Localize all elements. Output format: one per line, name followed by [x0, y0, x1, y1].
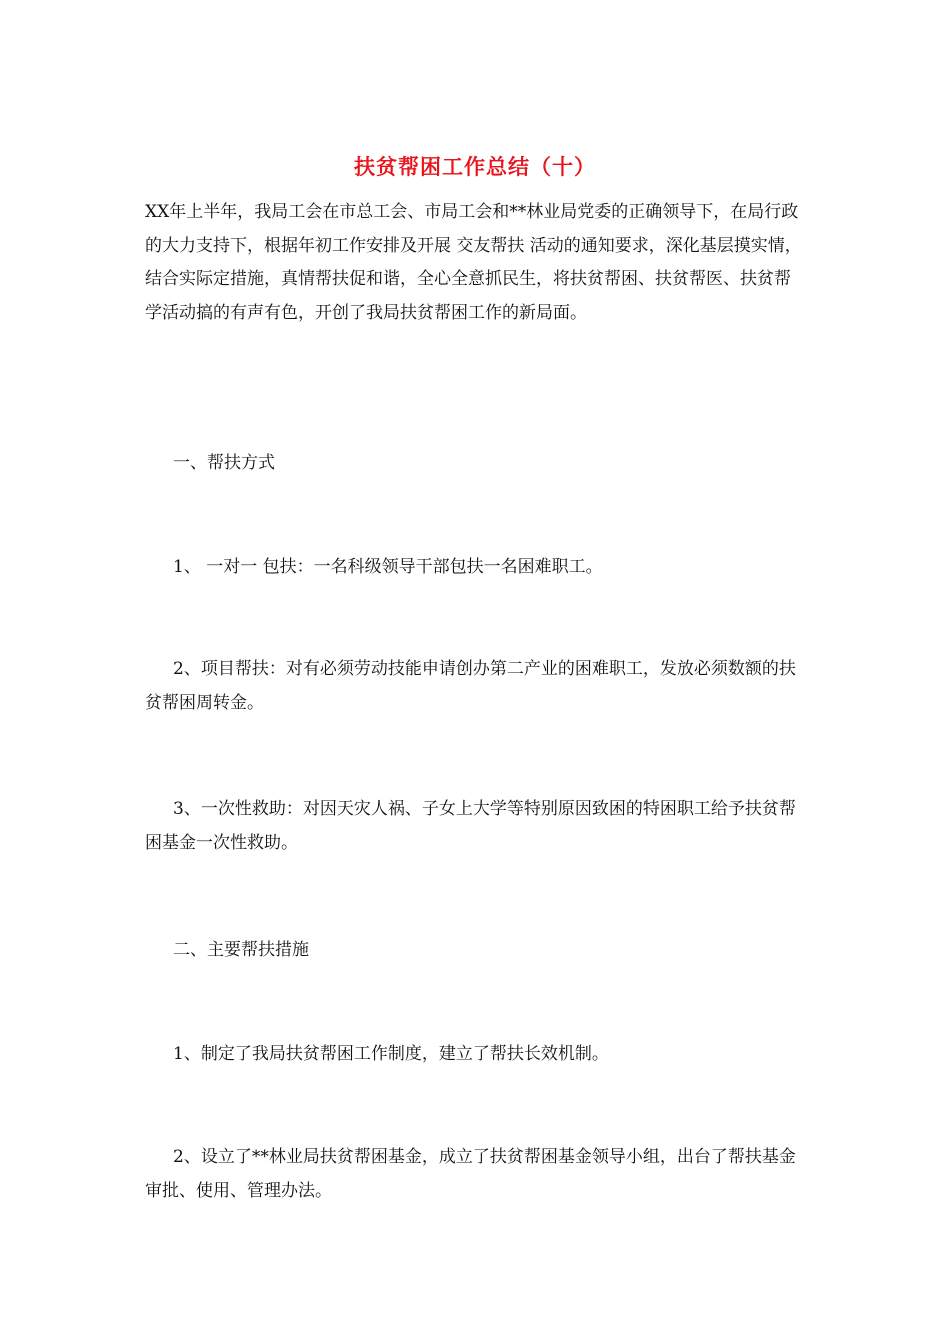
measure-item: 1、制定了我局扶贫帮困工作制度，建立了帮扶长效机制。 [173, 1044, 609, 1064]
help-method-item: 3、一次性救助：对因天灾人祸、子女上大学等特别原因致困的特困职工给予扶贫帮困基金一次性救助。 [145, 799, 796, 853]
help-method-item: 1、 一对一 包扶：一名科级领导干部包扶一名困难职工。 [173, 557, 603, 577]
measure-item: 2、设立了**林业局扶贫帮困基金，成立了扶贫帮困基金领导小组，出台了帮扶基金审批、使用、管理办法。 [145, 1147, 796, 1201]
section-heading-help-methods: 一、帮扶方式 [173, 453, 275, 473]
document-title: 扶贫帮困工作总结（十） [354, 154, 596, 179]
intro-paragraph: XX年上半年，我局工会在市总工会、市局工会和**林业局党委的正确领导下，在局行政的大力支持下，根据年初工作安排及开展 交友帮扶 活动的通知要求，深化基层摸实情，结合实际定措施，真情帮扶促和谐，全心全意抓民生，将扶贫帮困、扶贫帮医、扶贫帮学活动搞的有声有色，开创了我局扶贫帮困工作的新局面。 [145, 202, 802, 323]
section-heading-main-measures: 二、主要帮扶措施 [173, 940, 309, 960]
help-method-item: 2、项目帮扶：对有必须劳动技能申请创办第二产业的困难职工，发放必须数额的扶贫帮困周转金。 [145, 659, 796, 713]
